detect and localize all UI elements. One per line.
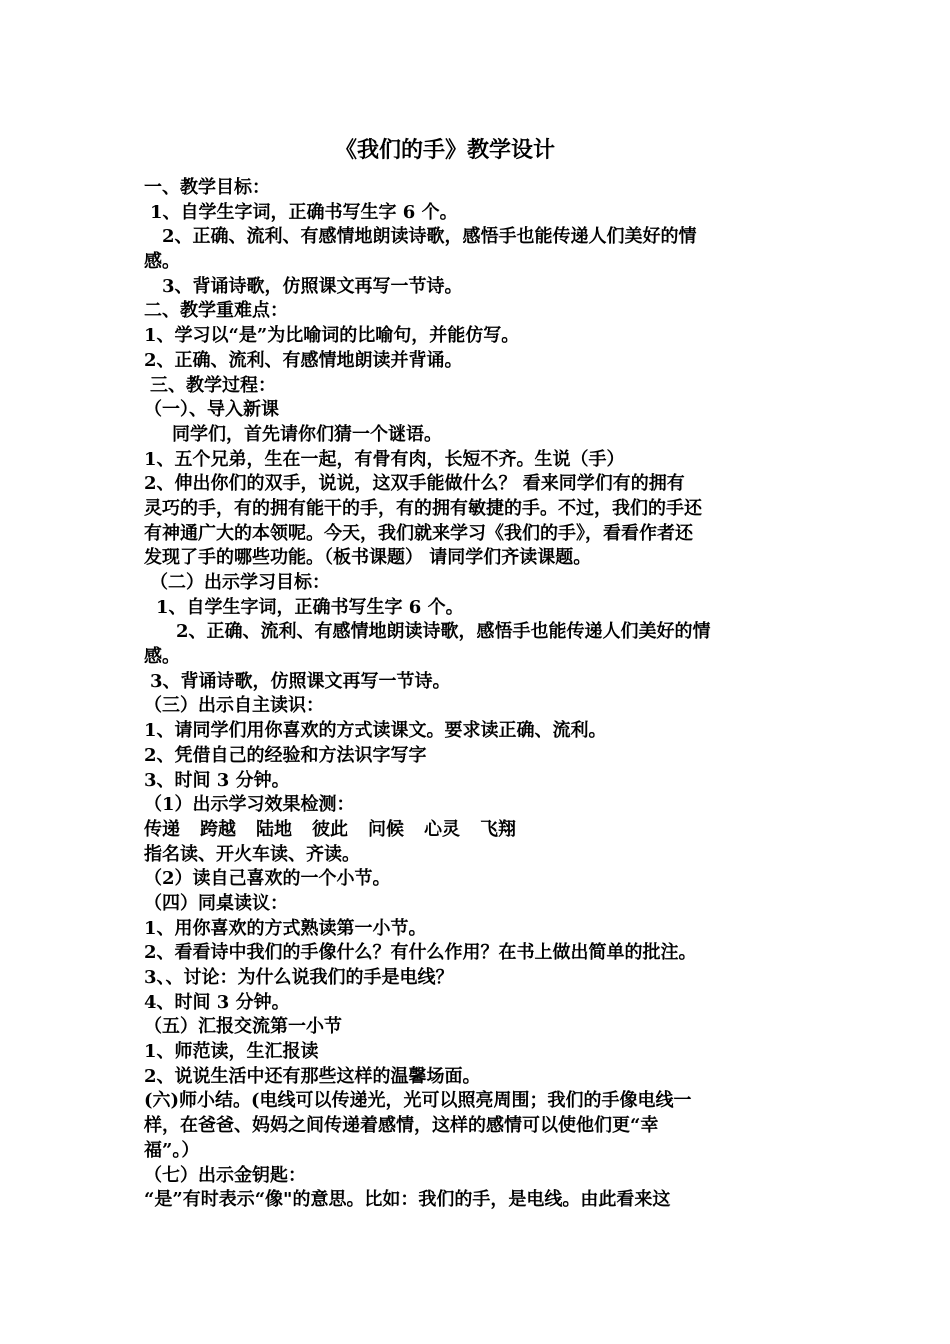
paragraph-line: 有神通广大的本领呢。今天，我们就来学习《我们的手》，看看作者还 [144, 522, 693, 544]
vocabulary-word: 飞翔 [480, 818, 516, 840]
document-title: 《我们的手》教学设计 [334, 137, 555, 163]
vocabulary-word: 问候 [368, 818, 404, 840]
subsection-heading: （1）出示学习效果检测： [144, 794, 355, 816]
paragraph-line: 2、正确、流利、有感情地朗读并背诵。 [144, 349, 463, 371]
subsection-heading: （三）出示自主读识： [144, 695, 324, 717]
subsection-heading: （二）出示学习目标： [150, 572, 330, 593]
paragraph-line: （2）读自己喜欢的一个小节。 [144, 868, 391, 890]
paragraph-line: 福”。） [144, 1139, 200, 1161]
paragraph-line: 指名读、开火车读、齐读。 [144, 843, 360, 865]
paragraph-line: 4、时间 3 分钟。 [144, 991, 290, 1013]
paragraph-line: 2、正确、流利、有感情地朗读诗歌，感悟手也能传递人们美好的情 [176, 621, 711, 643]
paragraph-line: (六)师小结。(电线可以传递光，光可以照亮周围；我们的手像电线一 [144, 1090, 692, 1112]
paragraph-line: 1、五个兄弟，生在一起，有骨有肉，长短不齐。生说（手） [144, 448, 625, 470]
paragraph-line: 同学们，首先请你们猜一个谜语。 [172, 423, 442, 445]
paragraph-line: 发现了手的哪些功能。（板书课题） 请同学们齐读课题。 [144, 547, 592, 569]
vocabulary-word: 彼此 [312, 818, 348, 840]
section-heading: 一、教学目标： [144, 177, 270, 198]
vocabulary-row [144, 818, 824, 843]
vocabulary-word: 心灵 [424, 818, 460, 840]
section-heading: 二、教学重难点： [144, 300, 288, 322]
paragraph-line: 2、看看诗中我们的手像什么？有什么作用？在书上做出简单的批注。 [144, 942, 697, 964]
paragraph-line: 1、用你喜欢的方式熟读第一小节。 [144, 917, 427, 939]
vocabulary-word: 陆地 [256, 818, 292, 840]
paragraph-line: 1、自学生字词，正确书写生字 6 个。 [150, 201, 458, 223]
paragraph-line: 3、时间 3 分钟。 [144, 769, 290, 791]
paragraph-line: 灵巧的手，有的拥有能干的手，有的拥有敏捷的手。不过，我们的手还 [144, 497, 702, 519]
paragraph-line: 感。 [144, 251, 180, 273]
paragraph-line: 1、师范读，生汇报读 [144, 1041, 319, 1063]
paragraph-line: 1、学习以“是”为比喻词的比喻句，并能仿写。 [144, 325, 520, 347]
paragraph-line: 3、背诵诗歌，仿照课文再写一节诗。 [162, 275, 463, 297]
section-heading: 三、教学过程： [150, 374, 276, 396]
paragraph-line: 样，在爸爸、妈妈之间传递着感情，这样的感情可以使他们更“幸 [144, 1115, 659, 1137]
paragraph-line: 2、凭借自己的经验和方法识字写字 [144, 744, 427, 766]
vocabulary-word: 传递 [144, 818, 180, 840]
subsection-heading: （一）、导入新课 [144, 399, 279, 421]
paragraph-line: 2、伸出你们的双手，说说，这双手能做什么？ 看来同学们有的拥有 [144, 473, 685, 495]
subsection-heading: （四）同桌读议： [144, 892, 288, 914]
subsection-heading: （七）出示金钥匙： [144, 1164, 306, 1186]
paragraph-line: 1、自学生字词，正确书写生字 6 个。 [156, 596, 464, 618]
subsection-heading: （五）汇报交流第一小节 [144, 1016, 342, 1038]
paragraph-line: “是”有时表示“像"的意思。比如：我们的手，是电线。由此看来这 [144, 1189, 671, 1211]
paragraph-line: 感。 [144, 646, 180, 668]
paragraph-line: 2、说说生活中还有那些这样的温馨场面。 [144, 1065, 481, 1087]
paragraph-line: 2、正确、流利、有感情地朗读诗歌，感悟手也能传递人们美好的情 [162, 226, 697, 248]
paragraph-line: 3、、讨论：为什么说我们的手是电线？ [144, 967, 454, 988]
vocabulary-word: 跨越 [200, 818, 236, 840]
paragraph-line: 3、背诵诗歌，仿照课文再写一节诗。 [150, 670, 451, 692]
document-body [144, 176, 824, 1213]
paragraph-line: 1、请同学们用你喜欢的方式读课文。要求读正确、流利。 [144, 720, 607, 742]
